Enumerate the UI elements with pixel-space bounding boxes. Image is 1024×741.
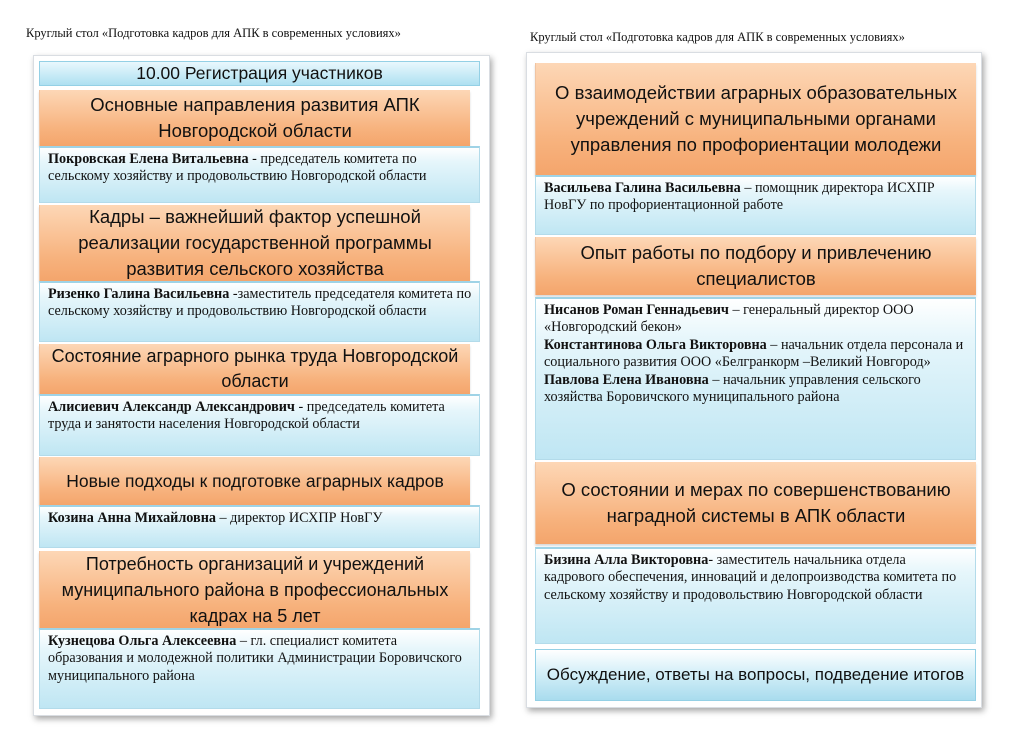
speaker-role: – директор ИСХПР НовГУ — [215, 510, 383, 526]
topic-title-text: Кадры – важнейший фактор успешной реализации государственной программы развития сельского хозяйства — [78, 206, 432, 279]
topic-title — [535, 462, 976, 544]
topic-title — [535, 63, 976, 175]
speaker-role: – генеральный директор ООО «Новгородский бекон» — [544, 302, 914, 336]
topic-title — [39, 344, 470, 394]
speaker-name: Ризенко Галина Васильевна — [48, 286, 230, 302]
speaker-name: Бизина Алла Викторовна — [544, 552, 709, 568]
speaker-entry — [544, 372, 969, 407]
registration-banner: 10.00 Регистрация участников — [39, 61, 480, 86]
speaker-name: Константинова Ольга Викторовна — [544, 336, 767, 353]
topic-title-text: Потребность организаций и учреждений муниципального района в профессиональных кадрах на 5 лет — [61, 553, 449, 626]
speaker-name: Нисанов Роман Геннадьевич — [544, 302, 729, 318]
left-page-heading: Круглый стол «Подготовка кадров для АПК в современных условиях» — [26, 26, 401, 40]
topic-title — [39, 457, 470, 505]
speaker-info — [535, 547, 976, 644]
right-agenda-panel — [526, 52, 982, 708]
speaker-role: – начальник отдела персонала и социального развития ООО «Белгранкорм –Великий Новгород» — [544, 336, 964, 371]
speaker-entry — [544, 337, 969, 372]
topic-title-text: Состояние аграрного рынка труда Новгородской области — [51, 346, 459, 391]
topic-title-text: Опыт работы по подбору и привлечению специалистов — [580, 242, 932, 289]
topic-title-text: О состоянии и мерах по совершенствованию наградной системы в АПК области — [561, 479, 951, 526]
speaker-info — [535, 175, 976, 235]
speaker-role: - председатель комитета по сельскому хозяйству и продовольствию Новгородской области — [48, 151, 427, 185]
speaker-name: Васильева Галина Васильевна — [544, 180, 741, 196]
speaker-name: Покровская Елена Витальевна — [48, 151, 249, 167]
speaker-info — [39, 628, 480, 709]
speaker-role: - председатель комитета труда и занятости населения Новгородской области — [48, 399, 445, 433]
topic-title-text: Новые подходы к подготовке аграрных кадров — [66, 471, 444, 491]
speaker-entry — [544, 302, 969, 337]
topic-title-text: Основные направления развития АПК Новгородской области — [90, 94, 420, 141]
topic-title — [39, 90, 470, 146]
speaker-info — [39, 281, 480, 342]
speaker-name: Павлова Елена Ивановна — [544, 371, 709, 388]
right-page-heading: Круглый стол «Подготовка кадров для АПК в современных условиях» — [530, 30, 905, 44]
speaker-role: - заместитель начальника отдела кадрового обеспечения, инноваций и делопроизводства комитета по сельскому хозяйству и продовольствию Новгородской области — [544, 552, 957, 603]
speaker-name: Кузнецова Ольга Алексеевна — [48, 633, 237, 649]
topic-title — [535, 237, 976, 295]
speaker-name: Алисиевич Александр Александрович — [48, 399, 295, 415]
left-agenda-panel — [33, 55, 490, 716]
speaker-name: Козина Анна Михайловна — [48, 510, 216, 526]
speaker-info — [39, 146, 480, 203]
speaker-role: -заместитель председателя комитета по сельскому хозяйству и продовольствию Новгородской области — [48, 286, 472, 320]
speaker-role: – начальник управления сельского хозяйства Боровичского муниципального района — [544, 371, 921, 406]
topic-title-text: О взаимодействии аграрных образовательных учреждений с муниципальными органами управления по профориентации молодежи — [555, 82, 957, 155]
speaker-role: – помощник директора ИСХПР НовГУ по профориентационной работе — [544, 180, 935, 214]
speaker-info — [39, 505, 480, 548]
topic-title — [39, 205, 470, 281]
speaker-role: – гл. специалист комитета образования и молодежной политики Администрации Боровичского муниципального района — [48, 633, 462, 684]
closing-discussion-banner — [535, 649, 976, 701]
speaker-info — [39, 394, 480, 456]
closing-discussion-text: Обсуждение, ответы на вопросы, подведение итогов — [546, 665, 965, 684]
speaker-info — [535, 297, 976, 460]
topic-title — [39, 551, 470, 628]
